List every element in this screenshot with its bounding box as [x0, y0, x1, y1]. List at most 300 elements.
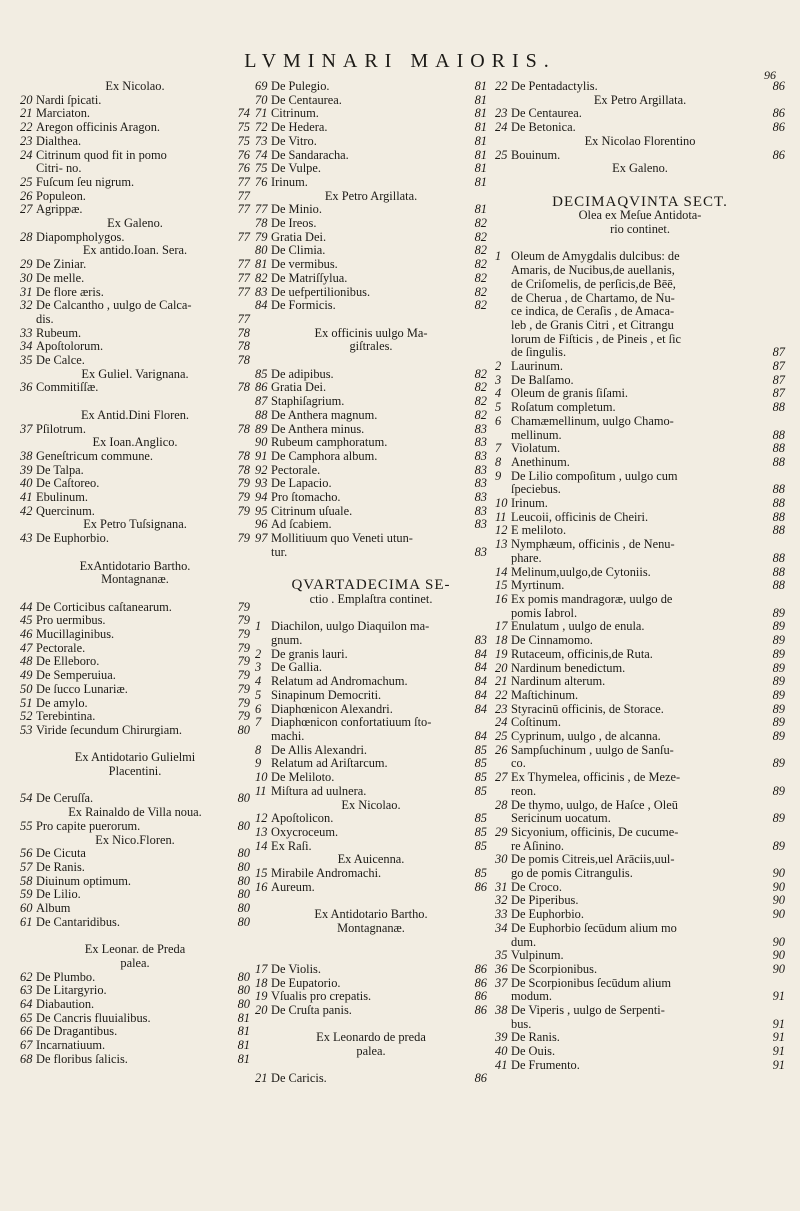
index-entry [255, 217, 487, 231]
entry-number: 18 [255, 975, 268, 990]
entry-title: Mirabile Andromachi. [271, 866, 382, 881]
entry-title: Mucillaginibus. [36, 627, 115, 642]
index-entry [255, 757, 487, 771]
entry-page: 80 [237, 983, 250, 998]
entry-number: 8 [495, 454, 502, 469]
entry-number: 3 [255, 660, 262, 675]
spacer [255, 1059, 487, 1073]
index-entry [495, 634, 785, 648]
index-entry [20, 642, 250, 656]
entry-number: 20 [20, 92, 33, 107]
index-entry [495, 799, 785, 813]
entry-page: 85 [474, 783, 487, 798]
entry-title: Diabaution. [36, 997, 95, 1012]
entry-number: 4 [495, 386, 502, 401]
index-entry [20, 875, 250, 889]
entry-page: 79 [237, 599, 250, 614]
index-entry [20, 94, 250, 108]
entry-number: 17 [255, 961, 268, 976]
entry-title: Citrinum uſuale. [271, 503, 353, 518]
entry-title: Apoſtolorum. [36, 339, 104, 354]
entry-number: 92 [255, 462, 268, 477]
index-entry [255, 730, 487, 744]
entry-title: De Calce. [36, 353, 85, 368]
entry-number: 90 [255, 435, 268, 450]
entry-title: De flore æris. [36, 284, 104, 299]
entry-page: 88 [772, 482, 785, 497]
entry-title: De Allis Alexandri. [271, 742, 368, 757]
entry-page: 90 [772, 893, 785, 908]
entry-page: 83 [474, 462, 487, 477]
entry-number: 30 [495, 852, 508, 867]
entry-page: 91 [772, 1044, 785, 1059]
index-entry [495, 292, 785, 306]
index-entry [495, 360, 785, 374]
index-entry [20, 614, 250, 628]
section-heading: DECIMAQVINTA SECT. [552, 193, 728, 210]
index-entry [495, 346, 785, 360]
entry-page: 81 [474, 92, 487, 107]
entry-number: 96 [255, 517, 268, 532]
entry-title: mellinum. [511, 427, 562, 442]
entry-number: 21 [495, 674, 508, 689]
entry-title: de ſingulis. [511, 345, 567, 360]
entry-title: bus. [511, 1016, 532, 1031]
source-heading: Ex Galeno. [612, 161, 668, 176]
index-entry [495, 675, 785, 689]
entry-title: De Frumento. [511, 1057, 580, 1072]
entry-title: De Litargyrio. [36, 983, 107, 998]
entry-page: 81 [237, 1038, 250, 1053]
entry-page: 85 [474, 824, 487, 839]
entry-title: De Plumbo. [36, 969, 96, 984]
entry-title: De Minio. [271, 202, 322, 217]
entry-number: 38 [495, 1003, 508, 1018]
entry-title: Oxycroceum. [271, 824, 339, 839]
entry-page: 83 [474, 490, 487, 505]
entry-page: 89 [772, 674, 785, 689]
index-entry [20, 820, 250, 834]
entry-title: Vſualis pro crepatis. [271, 989, 372, 1004]
entry-page: 78 [237, 462, 250, 477]
entry-number: 40 [20, 476, 33, 491]
entry-title: Styracinū officinis, de Storace. [511, 701, 664, 716]
spacer [255, 894, 487, 908]
entry-number: 50 [20, 681, 33, 696]
entry-number: 33 [495, 907, 508, 922]
index-entry [255, 436, 487, 450]
entry-page: 79 [237, 654, 250, 669]
entry-page: 78 [237, 353, 250, 368]
entry-title: De pomis Citreis,uel Arāciis,uul- [511, 852, 675, 867]
index-entry [255, 977, 487, 991]
entry-page: 88 [772, 400, 785, 415]
entry-page: 86 [474, 989, 487, 1004]
entry-title: De Centaurea. [511, 106, 582, 121]
entry-number: 16 [255, 879, 268, 894]
entry-number: 87 [255, 394, 268, 409]
entry-page: 86 [474, 975, 487, 990]
source-heading: Ex Petro Argillata. [593, 92, 687, 107]
entry-title: Nardi ſpicati. [36, 92, 102, 107]
entry-page: 89 [772, 838, 785, 853]
index-entry [495, 511, 785, 525]
entry-title: De Cicuta [36, 846, 86, 861]
index-entry [20, 477, 250, 491]
index-entry [255, 771, 487, 785]
entry-page: 88 [772, 550, 785, 565]
source-heading: giſtrales. [349, 339, 393, 354]
index-entry [255, 881, 487, 895]
source-heading: Ex Auicenna. [337, 852, 405, 867]
entry-number: 51 [20, 695, 33, 710]
entry-title: ce indica, de Ceraſis , de Amaca- [511, 304, 675, 319]
entry-page: 82 [474, 243, 487, 258]
spacer [255, 354, 487, 368]
entry-title: Incarnatiuum. [36, 1038, 106, 1053]
entry-title: Diaphœnicon confortatiuum ſto- [271, 715, 432, 730]
entry-number: 32 [495, 893, 508, 908]
spacer [495, 237, 785, 251]
entry-page: 79 [237, 627, 250, 642]
entry-number: 7 [495, 441, 502, 456]
entry-page: 90 [772, 866, 785, 881]
entry-title: Rubeum camphoratum. [271, 435, 388, 450]
index-entry [20, 902, 250, 916]
entry-page: 80 [237, 914, 250, 929]
entry-title: De Ireos. [271, 216, 317, 231]
entry-title: Mollitiuum quo Veneti utun- [271, 531, 413, 546]
entry-number: 22 [495, 79, 508, 93]
entry-number: 7 [255, 715, 262, 730]
index-entry [495, 470, 785, 484]
index-entry [495, 771, 785, 785]
entry-title: Staphiſagrium. [271, 394, 345, 409]
index-entry [255, 1072, 487, 1086]
entry-title: De Formicis. [271, 298, 336, 313]
page-number: 96 [764, 68, 776, 82]
spacer [20, 587, 250, 601]
source-heading: Ex Petro Argillata. [324, 188, 418, 203]
index-entry [495, 483, 785, 497]
entry-number: 41 [20, 490, 33, 505]
source-heading: Ex Rainaldo de Villa noua. [68, 805, 202, 820]
entry-page: 83 [474, 517, 487, 532]
entry-page: 90 [772, 907, 785, 922]
index-entry [495, 1045, 785, 1059]
index-entry [20, 1053, 250, 1067]
index-entry [20, 1025, 250, 1039]
entry-number: 68 [20, 1051, 33, 1066]
index-entry [20, 107, 250, 121]
entry-page: 82 [474, 257, 487, 272]
entry-page: 86 [772, 147, 785, 162]
entry-number: 22 [495, 687, 508, 702]
index-entry [20, 847, 250, 861]
index-entry [20, 491, 250, 505]
entry-title: Apoſtolicon. [271, 811, 334, 826]
source-heading: Ex Leonardo de preda [316, 1030, 426, 1045]
index-entry [20, 340, 250, 354]
index-entry [495, 80, 785, 94]
entry-page: 85 [474, 811, 487, 826]
entry-title: Pro uermibus. [36, 613, 106, 628]
source-heading: Ex Nicolao Florentino [584, 133, 696, 148]
index-entry [20, 149, 250, 163]
entry-title: De Lilio. [36, 887, 81, 902]
entry-number: 22 [20, 120, 33, 135]
entry-title: leb , de Granis Citri , et Citrangu [511, 317, 674, 332]
entry-page: 80 [237, 873, 250, 888]
entry-page: 78 [237, 339, 250, 354]
index-entry [20, 327, 250, 341]
entry-number: 40 [495, 1044, 508, 1059]
entry-title: De Pulegio. [271, 79, 330, 93]
index-entry [20, 299, 250, 313]
index-entry [495, 785, 785, 799]
entry-title: De Anthera magnum. [271, 407, 378, 422]
index-entry [255, 990, 487, 1004]
index-entry [20, 176, 250, 190]
entry-title: Citrinum quod fit in pomo [36, 147, 167, 162]
index-entry [495, 250, 785, 264]
source-heading: Placentini. [108, 764, 162, 779]
entry-page: 79 [237, 531, 250, 546]
entry-page: 89 [772, 715, 785, 730]
index-entry [495, 620, 785, 634]
entry-title: dum. [511, 934, 537, 949]
source-heading: Olea ex Meſue Antidota- [578, 208, 702, 223]
entry-title: Rubeum. [36, 325, 82, 340]
entry-title: Roſatum completum. [511, 400, 616, 415]
index-entry [495, 867, 785, 881]
entry-page: 89 [772, 783, 785, 798]
entry-title: ſpeciebus. [511, 482, 561, 497]
entry-number: 44 [20, 599, 33, 614]
index-entry [495, 593, 785, 607]
source-heading: Ex Petro Tuſsignana. [83, 517, 187, 532]
entry-number: 25 [20, 174, 33, 189]
entry-page: 86 [474, 1003, 487, 1017]
index-entry [495, 374, 785, 388]
entry-title: co. [511, 756, 526, 771]
entry-title: modum. [511, 989, 552, 1004]
entry-number: 11 [255, 783, 267, 798]
entry-number: 97 [255, 531, 268, 546]
index-entry [495, 456, 785, 470]
entry-title: Marciaton. [36, 106, 91, 121]
index-entry [495, 894, 785, 908]
entry-title: De Cancris fluuialibus. [36, 1010, 151, 1025]
entry-title: De Meliloto. [271, 770, 335, 785]
entry-title: Amaris, de Nucibus,de auellanis, [511, 263, 675, 278]
entry-title: De Calcantho , uulgo de Calca- [36, 298, 192, 313]
entry-page: 83 [474, 448, 487, 463]
entry-title: Sericinum uocatum. [511, 811, 611, 826]
entry-page: 78 [237, 448, 250, 463]
entry-number: 35 [20, 353, 33, 368]
entry-number: 62 [20, 969, 33, 984]
entry-number: 37 [20, 421, 33, 436]
entry-number: 8 [255, 742, 262, 757]
index-entry [495, 415, 785, 429]
entry-title: Citrinum. [271, 106, 319, 121]
index-entry [255, 546, 487, 560]
index-entry [495, 716, 785, 730]
entry-page: 83 [474, 633, 487, 648]
source-heading: Ex antido.Ioan. Sera. [82, 243, 188, 258]
entry-number: 6 [495, 413, 502, 428]
entry-page: 82 [474, 380, 487, 395]
index-entry [20, 162, 250, 176]
spacer [20, 395, 250, 409]
entry-number: 71 [255, 106, 268, 121]
entry-number: 24 [495, 120, 508, 135]
index-entry [495, 963, 785, 977]
spacer [255, 607, 487, 621]
entry-title: Oleum de Amygdalis dulcibus: de [511, 249, 680, 264]
entry-number: 34 [495, 920, 508, 935]
entry-number: 21 [20, 106, 33, 121]
index-entry [495, 977, 785, 991]
index-entry [255, 505, 487, 519]
entry-title: Ex Thymelea, officinis , de Meze- [511, 770, 681, 785]
entry-title: Relatum ad Andromachum. [271, 674, 408, 689]
entry-title: tur. [271, 544, 288, 559]
entry-title: Aureum. [271, 879, 315, 894]
entry-number: 2 [495, 359, 502, 374]
entry-number: 38 [20, 448, 33, 463]
index-entry [20, 683, 250, 697]
entry-number: 36 [20, 380, 33, 395]
source-heading: Ex Galeno. [107, 216, 163, 231]
index-entry [255, 94, 487, 108]
entry-title: De Talpa. [36, 462, 84, 477]
entry-page: 81 [474, 147, 487, 162]
entry-number: 12 [255, 811, 268, 826]
entry-page: 90 [772, 879, 785, 894]
entry-page: 82 [474, 229, 487, 244]
running-header: LVMINARI MAIORIS. [244, 50, 556, 72]
entry-title: De Camphora album. [271, 448, 378, 463]
source-heading: Ex Leonar. de Preda [84, 942, 186, 957]
index-entry [20, 1012, 250, 1026]
entry-number: 65 [20, 1010, 33, 1025]
entry-number: 64 [20, 997, 33, 1012]
entry-page: 88 [772, 454, 785, 469]
entry-title: De Euphorbio. [36, 531, 109, 546]
entry-title: machi. [271, 728, 305, 743]
entry-title: De granis lauri. [271, 646, 348, 661]
entry-page: 88 [772, 496, 785, 511]
entry-title: Fuſcum ſeu nigrum. [36, 174, 135, 189]
entry-number: 52 [20, 709, 33, 724]
entry-title: De Cinnamomo. [511, 633, 593, 648]
entry-title: Album [36, 901, 71, 916]
index-entry [495, 826, 785, 840]
index-entry [255, 716, 487, 730]
entry-title: Pro capite puerorum. [36, 818, 141, 833]
index-entry [495, 881, 785, 895]
entry-page: 81 [474, 120, 487, 135]
index-entry [255, 162, 487, 176]
index-entry [495, 936, 785, 950]
entry-title: Pſilotrum. [36, 421, 86, 436]
entry-number: 2 [255, 646, 262, 661]
entry-number: 82 [255, 270, 268, 285]
source-heading: palea. [356, 1044, 386, 1059]
entry-page: 82 [474, 366, 487, 381]
entry-page: 88 [772, 564, 785, 579]
entry-title: Diachilon, uulgo Diaquilon ma- [271, 619, 430, 634]
entry-page: 76 [237, 161, 250, 176]
entry-title: De Dragantibus. [36, 1024, 118, 1039]
entry-page: 86 [474, 961, 487, 976]
index-entry [255, 80, 487, 94]
entry-page: 83 [474, 476, 487, 491]
entry-title: Aregon officinis Aragon. [36, 120, 160, 135]
index-entry [20, 505, 250, 519]
entry-page: 77 [237, 229, 250, 244]
entry-page: 85 [474, 838, 487, 853]
index-entry [255, 840, 487, 854]
entry-page: 84 [474, 660, 487, 675]
index-entry [255, 381, 487, 395]
index-entry [495, 607, 785, 621]
source-heading: Ex Ioan.Anglico. [92, 435, 178, 450]
entry-page: 90 [772, 934, 785, 949]
index-entry [495, 648, 785, 662]
entry-number: 31 [20, 284, 33, 299]
entry-number: 61 [20, 914, 33, 929]
entry-page: 78 [237, 380, 250, 395]
entry-page: 84 [474, 728, 487, 743]
index-entry [495, 1059, 785, 1073]
index-entry [255, 299, 487, 313]
index-entry [255, 203, 487, 217]
entry-title: Diapompholygos. [36, 229, 125, 244]
entry-page: 79 [237, 695, 250, 710]
entry-page: 80 [237, 818, 250, 833]
entry-number: 9 [495, 468, 502, 483]
entry-number: 12 [495, 523, 508, 538]
index-entry [255, 518, 487, 532]
entry-title: Commitiſſæ. [36, 380, 99, 395]
entry-number: 80 [255, 243, 268, 258]
entry-number: 72 [255, 120, 268, 135]
index-entry [20, 272, 250, 286]
entry-number: 91 [255, 448, 268, 463]
entry-page: 82 [474, 270, 487, 285]
entry-title: Leucoii, officinis de Cheiri. [511, 509, 649, 524]
spacer [255, 313, 487, 327]
index-entry [255, 464, 487, 478]
entry-number: 59 [20, 887, 33, 902]
index-entry [495, 1004, 785, 1018]
entry-title: Gratia Dei. [271, 229, 327, 244]
index-entry [255, 812, 487, 826]
entry-title: gnum. [271, 633, 303, 648]
entry-page: 91 [772, 1057, 785, 1072]
index-entry [255, 491, 487, 505]
entry-page: 85 [474, 770, 487, 785]
entry-title: De Vitro. [271, 133, 317, 148]
entry-title: De Gallia. [271, 660, 322, 675]
entry-number: 20 [255, 1003, 268, 1017]
entry-title: Viride ſecundum Chirurgiam. [36, 723, 182, 737]
entry-number: 34 [20, 339, 33, 354]
entry-number: 54 [20, 791, 33, 806]
